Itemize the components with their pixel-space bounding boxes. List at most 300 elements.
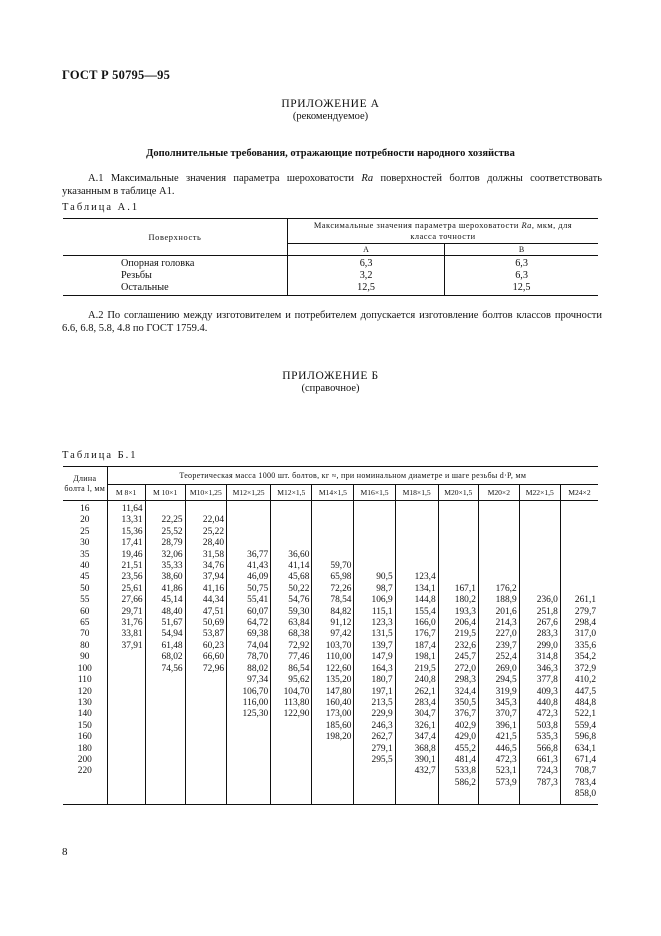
table-cell: 122,60 [325, 663, 352, 674]
appendix-a-subtitle: (рекомендуемое) [292, 111, 369, 122]
table-a1-caption: Таблица А.1 [62, 202, 140, 213]
table-cell [439, 550, 476, 561]
table-cell: 272,0 [454, 663, 476, 674]
table-cell: 44,34 [202, 595, 224, 606]
table-cell [479, 561, 517, 572]
table-cell [108, 698, 143, 709]
table-cell: 86,54 [288, 663, 310, 674]
table-cell: 17,41 [121, 538, 143, 549]
table-cell: 60 [80, 606, 90, 617]
table-cell [561, 504, 596, 515]
table-cell [186, 732, 224, 743]
table-cell: 155,4 [414, 606, 436, 617]
table-cell: 51,67 [161, 618, 183, 629]
table-cell: 858,0 [574, 789, 596, 800]
table-cell [396, 515, 436, 526]
page-number: 8 [62, 846, 68, 858]
paragraph-a1 [62, 172, 602, 198]
table-cell [146, 504, 183, 515]
table-cell: 262,7 [371, 732, 393, 743]
table-cell: 31,58 [202, 549, 224, 560]
table-cell: 484,8 [574, 697, 596, 708]
table-cell: 219,5 [414, 663, 436, 674]
table-cell: 350,5 [454, 697, 476, 708]
table-cell: 65 [80, 618, 90, 629]
table-cell: 50 [80, 583, 90, 594]
table-cell [227, 732, 268, 743]
table-cell [520, 584, 558, 595]
table-b1-value-col [107, 501, 145, 805]
table-cell: 74,04 [247, 640, 269, 651]
table-cell: 115,1 [371, 606, 393, 617]
table-cell [271, 538, 309, 549]
table-cell: 36,60 [288, 549, 310, 560]
table-cell: 187,4 [414, 640, 436, 651]
table-cell: 54,94 [161, 629, 183, 640]
table-cell: 41,86 [161, 583, 183, 594]
table-cell [520, 515, 558, 526]
table-cell: 110,00 [326, 652, 352, 663]
table-cell: 324,4 [454, 686, 476, 697]
table-cell: 198,20 [325, 732, 352, 743]
table-cell: 173,00 [325, 709, 352, 720]
table-cell: 123,3 [371, 618, 393, 629]
table-cell [186, 698, 224, 709]
table-cell: 298,3 [454, 675, 476, 686]
table-b1-column-header: М22×1,5 [519, 485, 560, 501]
table-b1-column-header: М16×1,5 [354, 485, 395, 501]
table-cell: 671,4 [574, 754, 596, 765]
table-cell: 36,77 [247, 549, 269, 560]
table-cell: 50,75 [247, 583, 269, 594]
table-cell: 15,36 [121, 526, 143, 537]
table-cell [271, 732, 309, 743]
table-row: Опорная головка [121, 257, 195, 269]
table-cell: 19,46 [121, 549, 143, 560]
paragraph-a1-text: А.1 Максимальные значения параметра шероховатости Ra поверхностей болтов должны соответствовать указанным в таблице А1. [62, 173, 602, 197]
table-cell [146, 766, 183, 777]
table-cell [312, 538, 351, 549]
table-cell: 48,40 [161, 606, 183, 617]
table-cell [439, 515, 476, 526]
table-cell: 134,1 [414, 583, 436, 594]
table-cell: 573,9 [495, 777, 517, 788]
table-cell: 279,7 [574, 606, 596, 617]
table-cell: 23,56 [121, 572, 143, 583]
table-cell: 446,5 [495, 743, 517, 754]
table-b1-value-col [185, 501, 226, 805]
table-cell [271, 721, 309, 732]
table-cell [271, 504, 309, 515]
table-cell: 246,3 [371, 720, 393, 731]
table-cell: 201,6 [495, 606, 517, 617]
table-cell: 206,4 [454, 618, 476, 629]
table-cell: 267,6 [536, 618, 558, 629]
table-cell [227, 515, 268, 526]
table-cell: 72,26 [330, 583, 352, 594]
table-b1-value-col [478, 501, 519, 805]
table-cell: 298,4 [574, 618, 596, 629]
table-cell: 440,8 [536, 697, 558, 708]
table-cell: 37,91 [121, 640, 143, 651]
table-cell [108, 755, 143, 766]
table-cell: 95,62 [288, 675, 310, 686]
table-b1-header-length: Длина болта l, мм [63, 467, 107, 501]
table-b1-value-col [438, 501, 478, 805]
table-cell [186, 721, 224, 732]
table-cell [439, 504, 476, 515]
table-b1-column-header: М24×2 [560, 485, 598, 501]
table-cell: 64,72 [247, 618, 269, 629]
table-cell: 6,3 [515, 257, 528, 269]
table-cell: 472,3 [536, 709, 558, 720]
table-b1-column-header: М10×1,25 [185, 485, 226, 501]
table-cell: 317,0 [574, 629, 596, 640]
table-cell: 88,02 [247, 663, 269, 674]
table-cell: 63,84 [288, 618, 310, 629]
table-cell [396, 550, 436, 561]
table-cell [227, 527, 268, 538]
table-cell [227, 504, 268, 515]
table-b1-column-header: М12×1,25 [227, 485, 271, 501]
table-b1-value-col [145, 501, 185, 805]
table-cell: 787,3 [536, 777, 558, 788]
table-cell: 65,98 [330, 572, 352, 583]
standard-header: ГОСТ Р 50795—95 [62, 68, 171, 82]
table-cell [520, 561, 558, 572]
table-cell: 319,9 [495, 686, 517, 697]
table-row: Резьбы [121, 269, 152, 281]
table-cell [146, 732, 183, 743]
table-cell: 50,69 [202, 618, 224, 629]
table-cell: 25,52 [161, 526, 183, 537]
table-cell [227, 721, 268, 732]
table-cell: 166,0 [414, 618, 436, 629]
table-cell [108, 664, 143, 675]
table-cell: 481,4 [454, 754, 476, 765]
table-cell [520, 527, 558, 538]
table-cell [520, 504, 558, 515]
table-cell [271, 515, 309, 526]
table-cell: 372,9 [574, 663, 596, 674]
table-cell [312, 515, 351, 526]
table-cell [439, 527, 476, 538]
table-cell: 25,61 [121, 583, 143, 594]
table-cell [479, 550, 517, 561]
table-cell: 533,8 [454, 766, 476, 777]
table-cell: 28,79 [161, 538, 183, 549]
table-cell: 535,3 [536, 732, 558, 743]
table-cell: 47,51 [202, 606, 224, 617]
table-cell: 6,3 [359, 257, 373, 269]
table-cell: 103,70 [325, 640, 352, 651]
table-b1-value-col [560, 501, 598, 805]
table-cell: 295,5 [371, 754, 393, 765]
table-cell: 376,7 [454, 709, 476, 720]
table-cell: 113,80 [283, 697, 310, 708]
table-cell [312, 755, 351, 766]
table-cell: 12,5 [512, 281, 531, 293]
table-cell: 25,22 [202, 526, 224, 537]
table-cell: 54,76 [288, 595, 310, 606]
appendix-a-heading: Дополнительные требования, отражающие потребности народного хозяйства [146, 148, 515, 159]
table-cell: 299,0 [536, 640, 558, 651]
table-cell: 522,1 [574, 709, 596, 720]
table-cell: 262,1 [414, 686, 436, 697]
table-cell: 80 [80, 640, 90, 651]
table-cell [354, 538, 392, 549]
table-cell: 55 [80, 595, 90, 606]
table-cell: 523,1 [495, 766, 517, 777]
table-cell: 377,8 [536, 675, 558, 686]
table-cell: 21,51 [121, 561, 143, 572]
table-cell [561, 515, 596, 526]
table-cell: 229,9 [371, 709, 393, 720]
table-cell [354, 766, 392, 777]
table-cell: 167,1 [454, 583, 476, 594]
table-cell: 130 [77, 697, 92, 708]
table-a1-header-b: В [445, 244, 598, 256]
table-cell: 661,3 [536, 754, 558, 765]
table-cell [227, 538, 268, 549]
table-cell: 147,9 [371, 652, 393, 663]
table-cell: 219,5 [454, 629, 476, 640]
table-cell: 13,31 [121, 515, 143, 526]
table-cell: 421,5 [495, 732, 517, 743]
table-cell: 68,02 [161, 652, 183, 663]
table-cell: 396,1 [495, 720, 517, 731]
table-cell: 3,2 [359, 269, 373, 281]
table-cell: 120 [77, 686, 92, 697]
table-cell: 220 [77, 766, 92, 777]
table-cell: 77,46 [288, 652, 310, 663]
table-cell [479, 527, 517, 538]
table-cell: 180 [77, 743, 92, 754]
table-cell: 74,56 [161, 663, 183, 674]
table-cell [186, 687, 224, 698]
table-cell: 84,82 [330, 606, 352, 617]
table-a1-header-group [288, 219, 599, 244]
table-cell: 38,60 [161, 572, 183, 583]
table-cell: 12,5 [357, 281, 375, 293]
table-cell: 40 [80, 561, 90, 572]
table-cell: 188,9 [495, 595, 517, 606]
table-cell: 432,7 [414, 766, 436, 777]
table-cell [271, 527, 309, 538]
table-cell [312, 550, 351, 561]
table-cell: 304,7 [414, 709, 436, 720]
table-cell: 22,04 [202, 515, 224, 526]
table-cell: 78,70 [247, 652, 269, 663]
table-cell [561, 561, 596, 572]
paragraph-a2: А.2 По соглашению между изготовителем и потребителем допускается изготовление болтов классов прочности 6.6, 6.8, 5.8, 4.8 по ГОСТ 1759.4. [62, 310, 602, 334]
table-cell: 147,80 [325, 686, 352, 697]
table-cell: 346,3 [536, 663, 558, 674]
table-cell: 354,2 [574, 652, 596, 663]
table-cell [561, 572, 596, 583]
table-cell [186, 755, 224, 766]
table-cell: 59,30 [288, 606, 310, 617]
table-cell [186, 709, 224, 720]
table-cell [271, 755, 309, 766]
table-a1 [63, 218, 598, 296]
table-cell: 139,7 [371, 640, 393, 651]
table-cell: 41,16 [202, 583, 224, 594]
table-cell: 198,1 [414, 652, 436, 663]
table-cell [186, 744, 224, 755]
table-cell [146, 709, 183, 720]
table-cell: 232,6 [454, 640, 476, 651]
table-cell [108, 675, 143, 686]
table-cell [520, 572, 558, 583]
table-cell: 160 [77, 732, 92, 743]
table-cell: 30 [80, 538, 90, 549]
table-b1-column-header: М20×2 [478, 485, 519, 501]
table-cell: 402,9 [454, 720, 476, 731]
table-cell: 60,23 [202, 640, 224, 651]
table-cell [312, 744, 351, 755]
table-cell: 60,07 [247, 606, 269, 617]
table-cell [439, 561, 476, 572]
table-cell: 32,06 [161, 549, 183, 560]
table-cell: 106,70 [242, 686, 269, 697]
table-cell: 122,90 [283, 709, 310, 720]
table-cell: 116,00 [242, 697, 269, 708]
table-cell: 72,96 [202, 663, 224, 674]
table-a1-a-col [288, 256, 445, 296]
table-cell: 180,7 [371, 675, 393, 686]
table-cell: 90,5 [376, 572, 393, 583]
table-cell: 91,12 [330, 618, 352, 629]
table-cell: 90 [80, 652, 90, 663]
table-a1-group-text: Максимальные значения параметра шероховатости Ra, мкм, для класса точности [313, 221, 573, 241]
table-row: Остальные [121, 281, 169, 293]
table-cell [479, 504, 517, 515]
table-cell: 164,3 [371, 663, 393, 674]
table-cell [108, 721, 143, 732]
table-b1-value-col [312, 501, 354, 805]
table-cell [479, 572, 517, 583]
table-cell: 200 [77, 754, 92, 765]
table-cell: 31,76 [121, 618, 143, 629]
table-cell [227, 744, 268, 755]
table-cell: 251,8 [536, 606, 558, 617]
table-cell: 104,70 [283, 686, 310, 697]
table-b1-header-group: Теоретическая масса 1000 шт. болтов, кг ≈, при номинальном диаметре и шаге резьбы d·P, мм [107, 467, 598, 485]
table-row [63, 501, 598, 805]
table-a1-header-a: А [288, 244, 445, 256]
table-cell [439, 572, 476, 583]
table-cell [396, 538, 436, 549]
table-cell: 283,4 [414, 697, 436, 708]
table-cell: 236,0 [536, 595, 558, 606]
table-cell: 37,94 [202, 572, 224, 583]
table-cell: 97,42 [330, 629, 352, 640]
table-cell: 197,1 [371, 686, 393, 697]
table-b1-column-header: М 8×1 [107, 485, 145, 501]
table-cell: 345,3 [495, 697, 517, 708]
table-cell: 326,1 [414, 720, 436, 731]
table-cell: 131,5 [371, 629, 393, 640]
table-cell: 176,2 [495, 583, 517, 594]
table-cell [146, 755, 183, 766]
table-cell: 46,09 [247, 572, 269, 583]
table-cell: 150 [77, 720, 92, 731]
table-cell [108, 652, 143, 663]
table-b1-value-col [395, 501, 438, 805]
table-cell [108, 732, 143, 743]
table-cell: 335,6 [574, 640, 596, 651]
table-cell: 708,7 [574, 766, 596, 777]
table-cell: 279,1 [371, 743, 393, 754]
table-cell: 22,25 [161, 515, 183, 526]
table-cell [227, 755, 268, 766]
table-cell: 472,3 [495, 754, 517, 765]
table-cell: 245,7 [454, 652, 476, 663]
table-cell: 53,87 [202, 629, 224, 640]
table-cell: 596,8 [574, 732, 596, 743]
table-cell: 559,4 [574, 720, 596, 731]
table-cell: 783,4 [574, 777, 596, 788]
appendix-b-subtitle: (справочное) [301, 383, 360, 394]
table-cell: 70 [80, 629, 90, 640]
table-cell: 455,2 [454, 743, 476, 754]
table-cell [312, 766, 351, 777]
table-cell [520, 550, 558, 561]
table-cell [146, 744, 183, 755]
table-b1-column-header: М18×1,5 [395, 485, 438, 501]
table-cell: 214,3 [495, 618, 517, 629]
table-cell: 50,22 [288, 583, 310, 594]
table-cell: 586,2 [454, 777, 476, 788]
table-cell [186, 766, 224, 777]
table-cell: 370,7 [495, 709, 517, 720]
table-a1-header-surface: Поверхность [63, 219, 288, 256]
table-cell [520, 538, 558, 549]
table-cell [396, 561, 436, 572]
table-cell [312, 504, 351, 515]
table-b1-value-col [519, 501, 560, 805]
table-cell [108, 766, 143, 777]
table-cell: 35 [80, 549, 90, 560]
table-cell: 20 [80, 515, 90, 526]
table-cell: 240,8 [414, 675, 436, 686]
table-cell [146, 721, 183, 732]
table-cell: 213,5 [371, 697, 393, 708]
table-cell: 106,9 [371, 595, 393, 606]
table-cell: 409,3 [536, 686, 558, 697]
table-cell: 125,30 [242, 709, 269, 720]
appendix-b-title: ПРИЛОЖЕНИЕ Б [282, 370, 379, 382]
table-cell: 566,8 [536, 743, 558, 754]
table-cell [146, 698, 183, 709]
table-cell: 429,0 [454, 732, 476, 743]
table-cell [354, 561, 392, 572]
table-cell [146, 675, 183, 686]
table-cell [271, 766, 309, 777]
table-cell: 180,2 [454, 595, 476, 606]
table-cell [561, 550, 596, 561]
table-cell: 66,60 [202, 652, 224, 663]
table-cell: 269,0 [495, 663, 517, 674]
table-cell [354, 515, 392, 526]
table-cell: 27,66 [121, 595, 143, 606]
table-cell: 69,38 [247, 629, 269, 640]
table-cell: 61,48 [161, 640, 183, 651]
table-cell: 503,8 [536, 720, 558, 731]
table-cell [108, 687, 143, 698]
table-header-row [63, 485, 598, 501]
